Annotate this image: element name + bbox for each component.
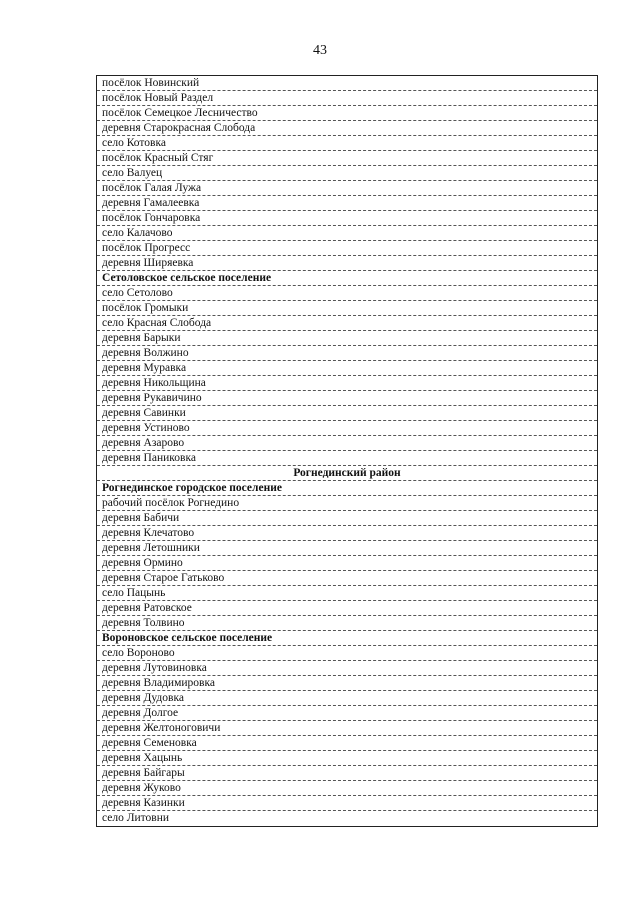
settlement-row: деревня Клечатово [97, 526, 597, 541]
settlement-row: село Литовни [102, 812, 170, 824]
settlement-row: деревня Никольщина [97, 376, 597, 391]
settlement-row: деревня Ормино [97, 556, 597, 571]
section-header-row: Сетоловское сельское поселение [97, 271, 597, 286]
settlement-row: деревня Азарово [97, 436, 597, 451]
settlement-row: деревня Байгары [97, 766, 597, 781]
region-header-row: Рогнединский район [97, 466, 597, 481]
settlement-row: деревня Семеновка [97, 736, 597, 751]
settlement-row: деревня Муравка [97, 361, 597, 376]
settlement-row: деревня Лутовиновка [97, 661, 597, 676]
settlement-row: село Пацынь [97, 586, 597, 601]
settlement-row: деревня Бабичи [97, 511, 597, 526]
settlement-row: деревня Хацынь [97, 751, 597, 766]
settlement-table [96, 75, 598, 827]
settlement-row: деревня Рукавичино [97, 391, 597, 406]
settlement-row: деревня Ратовское [97, 601, 597, 616]
settlement-row: деревня Владимировка [97, 676, 597, 691]
settlement-row: деревня Долгое [97, 706, 597, 721]
settlement-row: деревня Летошники [97, 541, 597, 556]
settlement-row: деревня Жуково [97, 781, 597, 796]
settlement-row: рабочий посёлок Рогнедино [97, 496, 597, 511]
settlement-row: посёлок Семецкое Лесничество [97, 106, 597, 121]
settlement-row: деревня Дудовка [97, 691, 597, 706]
settlement-row: деревня Старое Гатьково [97, 571, 597, 586]
settlement-row: деревня Устиново [97, 421, 597, 436]
settlement-row: посёлок Галая Лужа [97, 181, 597, 196]
settlement-row: посёлок Прогресс [97, 241, 597, 256]
settlement-row: деревня Желтоноговичи [97, 721, 597, 736]
settlement-row: деревня Гамалеевка [97, 196, 597, 211]
settlement-row: посёлок Гончаровка [97, 211, 597, 226]
settlement-row: деревня Старокрасная Слобода [97, 121, 597, 136]
settlement-row: деревня Савинки [97, 406, 597, 421]
settlement-row: село Котовка [97, 136, 597, 151]
settlement-row: село Вороново [97, 646, 597, 661]
settlement-row: деревня Казинки [97, 796, 597, 811]
settlement-row: село Сетолово [97, 286, 597, 301]
settlement-row: посёлок Красный Стяг [97, 151, 597, 166]
settlement-row: посёлок Громыки [97, 301, 597, 316]
settlement-row: село Калачово [97, 226, 597, 241]
settlement-row: посёлок Новый Раздел [97, 91, 597, 106]
settlement-row: село Валуец [97, 166, 597, 181]
section-header-row: Вороновское сельское поселение [97, 631, 597, 646]
settlement-row: посёлок Новинский [97, 76, 597, 91]
settlement-row: деревня Ширяевка [97, 256, 597, 271]
settlement-row: деревня Барыки [97, 331, 597, 346]
settlement-row: деревня Волжино [97, 346, 597, 361]
settlement-row: село Красная Слобода [97, 316, 597, 331]
settlement-row: деревня Паниковка [97, 451, 597, 466]
settlement-row: деревня Толвино [97, 616, 597, 631]
page-number: 43 [313, 43, 327, 58]
section-header-row: Рогнединское городское поселение [97, 481, 597, 496]
